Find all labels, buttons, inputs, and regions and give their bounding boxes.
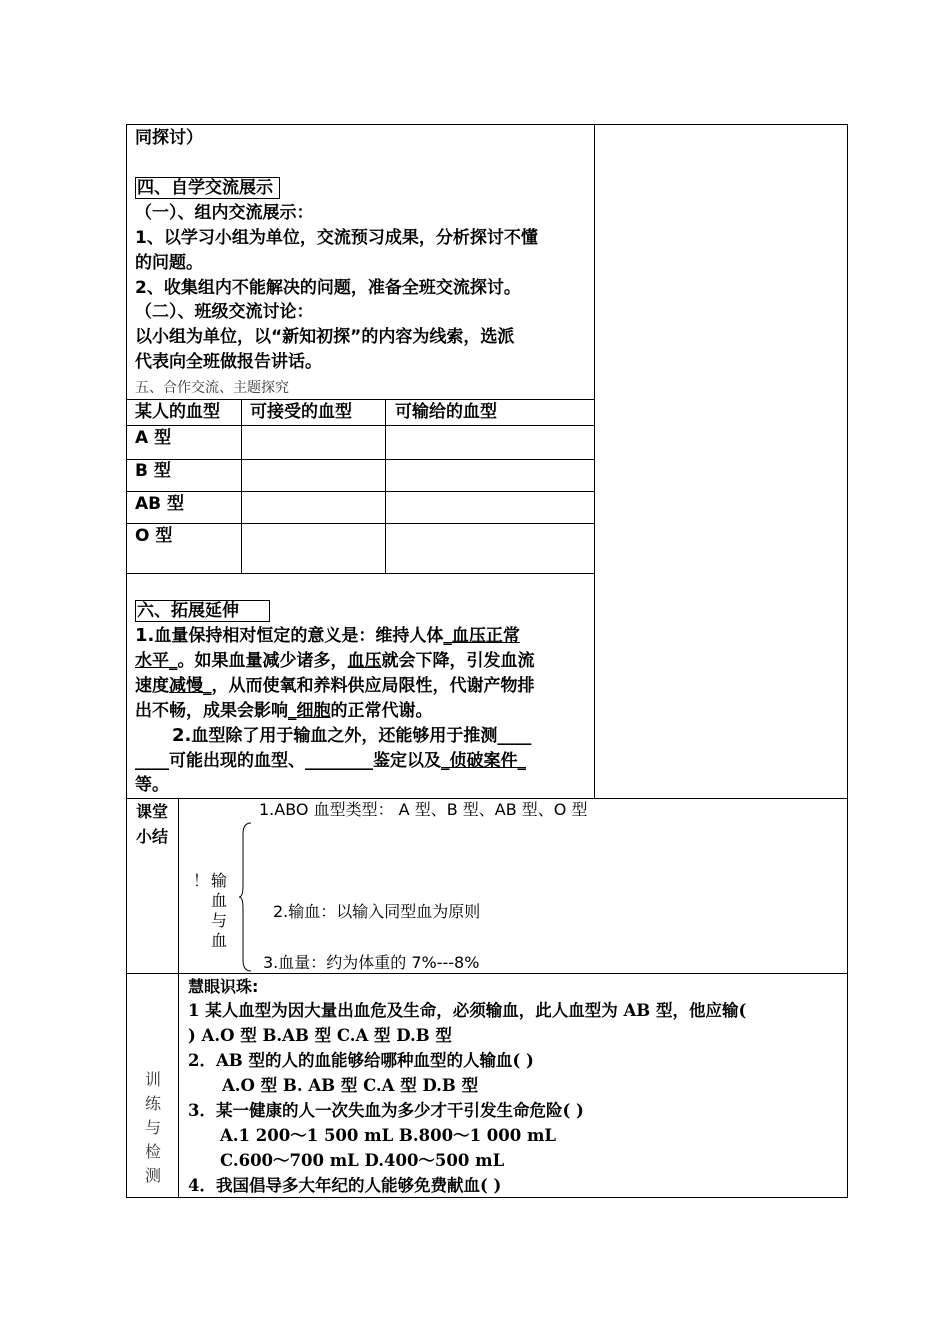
section4-sub2: （二）、班级交流讨论： (135, 302, 314, 322)
summary-item1: 1.ABO 血型类型： A 型、B 型、AB 型、O 型 (259, 800, 588, 819)
section4-sub1: （一）、组内交流展示： (135, 203, 314, 223)
training-q4: 4．我国倡导多大年纪的人能够免费献血( ) (188, 1176, 502, 1195)
p2-blank-2: ____ (135, 751, 169, 771)
training-label-char-4: 检 (145, 1142, 162, 1161)
training-label-char-1: 训 (145, 1070, 162, 1089)
training-title: 慧眼识珠: (188, 977, 259, 996)
section6-heading (135, 601, 270, 621)
section6-heading-text: 六、拓展延伸 (135, 600, 270, 622)
bt-row-ab: AB 型 (135, 494, 185, 514)
p1-line4-text-b: 的正常代谢。 (330, 701, 433, 721)
continued-text: 同探讨） (135, 128, 203, 148)
p1-blank-4: 减慢_ (169, 676, 212, 696)
p1-blank-2: 水平_ (135, 651, 178, 671)
bt-row-a: A 型 (135, 428, 172, 448)
label-col-divider (178, 798, 179, 1198)
p1-blank-1: _血压正常 (443, 626, 520, 646)
p2-number: 2. (172, 725, 192, 746)
training-label-char-5: 测 (145, 1166, 162, 1185)
bt-header-give: 可输给的血型 (395, 402, 497, 422)
section6-p2-line2 (135, 751, 526, 771)
summary-item3: 3.血量：约为体重的 7%---8% (263, 953, 480, 972)
section6-p1-line4 (135, 701, 433, 721)
bt-table-col2 (385, 399, 386, 574)
outer-left-border (126, 124, 127, 1198)
p1-blank-5: _细胞 (288, 701, 331, 721)
training-q1b: ) A.O 型 B.AB 型 C.A 型 D.B 型 (188, 1026, 452, 1045)
bt-row-o: O 型 (135, 526, 173, 546)
bt-table-row3 (126, 491, 595, 492)
section5-heading: 五、合作交流、主题探究 (135, 380, 289, 396)
bt-row-b: B 型 (135, 461, 171, 481)
outer-top-border (126, 124, 848, 125)
summary-label-a: 课堂 (136, 802, 169, 821)
outer-bottom-border (126, 1197, 848, 1198)
outer-right-border (847, 124, 848, 1198)
bt-table-bottom (126, 573, 595, 574)
summary-item2: 2.输血：以输入同型血为原则 (273, 902, 481, 921)
training-q1a: 1 某人血型为因大量出血危及生命，必须输血，此人血型为 AB 型，他应输( (188, 1001, 747, 1020)
training-q2-options: A.O 型 B. AB 型 C.A 型 D.B 型 (222, 1076, 479, 1095)
bt-table-top (126, 399, 595, 400)
training-top-border (126, 973, 848, 974)
section6-p1-line3 (135, 676, 535, 696)
bt-table-row1 (126, 425, 595, 426)
summary-label-b: 小结 (136, 827, 169, 846)
summary-side-char-1: 输 (211, 871, 228, 890)
p1-text: 血量保持相对恒定的意义是：维持人体 (154, 626, 444, 646)
section4-heading-text: 四、自学交流展示 (135, 177, 280, 199)
section4-heading (135, 178, 280, 198)
summary-side-mark: ！ (193, 871, 210, 890)
p1-blank-3: 血压 (347, 651, 382, 671)
main-col-divider (594, 124, 595, 798)
bt-table-row4 (126, 523, 595, 524)
section6-p2-line1 (172, 726, 531, 746)
p2-blank-4: _侦破案件_ (441, 751, 526, 771)
training-q3-options-a: A.1 200～1 500 mL B.800～1 000 mL (220, 1126, 557, 1145)
section6-p2-line3: 等。 (135, 775, 169, 795)
p2-blank-1: ____ (497, 726, 532, 746)
section6-p1-line1 (135, 626, 520, 646)
p2-line2-text-a: 可能出现的血型、 (169, 751, 305, 771)
section4-para-a: 以小组为单位，以“新知初探”的内容为线索，选派 (135, 327, 515, 347)
p2-blank-3: ________ (305, 751, 373, 771)
summary-side-char-3: 与 (211, 911, 228, 930)
training-label-char-3: 与 (145, 1118, 162, 1137)
section4-item2: 2、收集组内不能解决的问题，准备全班交流探讨。 (135, 278, 521, 298)
p1-line3-text-b: ，从而使氧和养料供应局限性，代谢产物排 (211, 676, 535, 696)
p2-text: 血型除了用于输血之外，还能够用于推测 (191, 726, 498, 746)
summary-top-border (126, 798, 848, 799)
section6-p1-line2 (135, 651, 535, 671)
training-label-char-2: 练 (145, 1094, 162, 1113)
p2-line2-text-b: 鉴定以及 (373, 751, 441, 771)
training-q3-options-b: C.600～700 mL D.400～500 mL (220, 1151, 505, 1170)
section4-para-b: 代表向全班做报告讲话。 (135, 352, 322, 372)
p1-line2-text-a: 。如果血量减少诸多， (177, 651, 348, 671)
summary-brace (238, 822, 252, 972)
p1-line2-text-b: 就会下降，引发血流 (381, 651, 535, 671)
p1-line3-text-a: 速度 (135, 676, 169, 696)
summary-side-char-2: 血 (211, 891, 228, 910)
bt-table-col1 (241, 399, 242, 574)
summary-side-char-4: 血 (211, 931, 228, 950)
section4-item1b: 的问题。 (135, 253, 203, 273)
training-q2: 2．AB 型的人的血能够给哪种血型的人输血( ) (188, 1051, 534, 1070)
bt-table-row2 (126, 459, 595, 460)
section4-item1a: 1、以学习小组为单位，交流预习成果，分析探讨不懂 (135, 228, 538, 248)
bt-header-person: 某人的血型 (135, 402, 220, 422)
p1-number: 1. (135, 625, 155, 646)
training-q3: 3．某一健康的人一次失血为多少才干引发生命危险( ) (188, 1101, 584, 1120)
bt-header-receive: 可接受的血型 (250, 402, 352, 422)
p1-line4-text-a: 出不畅，成果会影响 (135, 701, 288, 721)
